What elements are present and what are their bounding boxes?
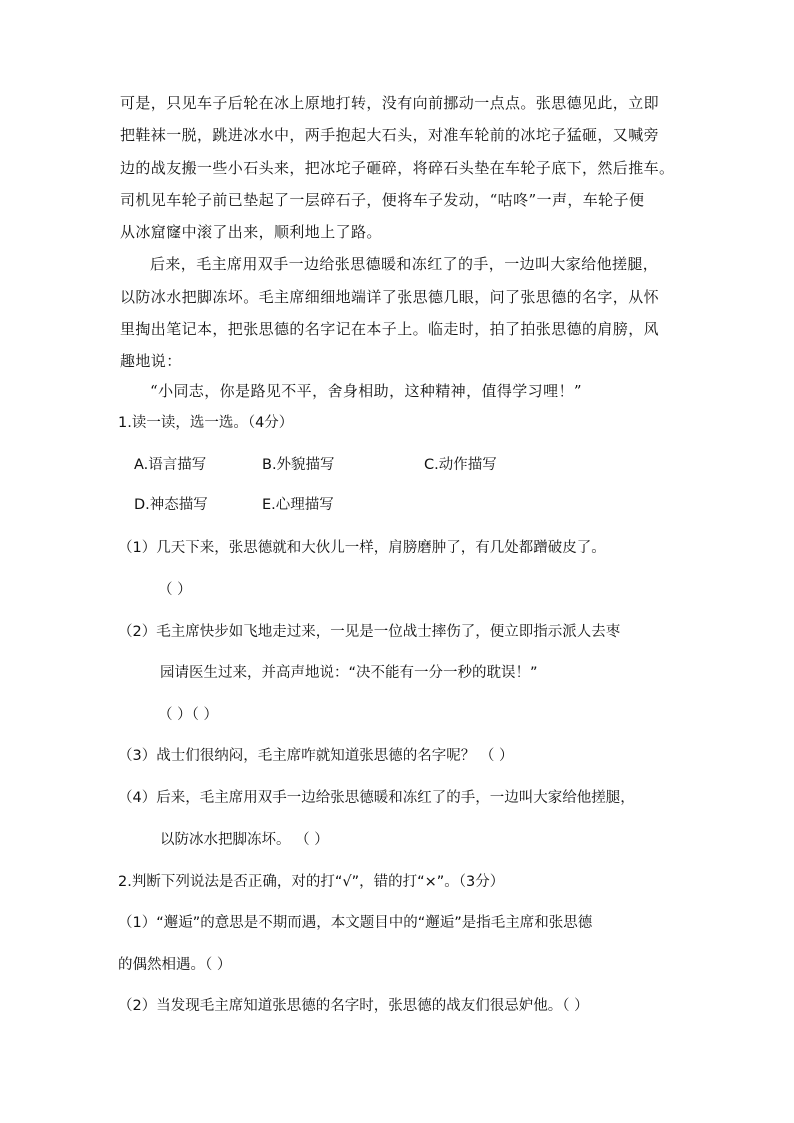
passage-line: 可是，只见车子后轮在冰上原地打转，没有向前挪动一点点。张思德见此，立即 [120, 94, 660, 112]
passage-line: 把鞋袜一脱，跳进冰水中，两手抱起大石头，对准车轮前的冰坨子猛砸，又喊旁 [120, 126, 660, 144]
passage-line: 从冰窟窿中滚了出来，顺利地上了路。 [120, 223, 382, 241]
passage-line: 以防冰水把脚冻坏。毛主席细细地端详了张思德几眼，问了张思德的名字，从怀 [120, 288, 660, 306]
question-item-continued: 以防冰水把脚冻坏。 （ ） [160, 832, 329, 848]
question-item: （2）毛主席快步如飞地走过来，一见是一位战士摔伤了，便立即指示派人去枣 [118, 624, 621, 640]
question-item-continued: 园请医生过来，并高声地说：“决不能有一分一秒的耽误！” [160, 665, 538, 681]
option-c: C.动作描写 [424, 457, 497, 473]
question-title: 2.判断下列说法是否正确，对的打“√”，错的打“×”。（3分） [118, 874, 505, 890]
option-b: B.外貌描写 [262, 457, 335, 473]
question-item: （3）战士们很纳闷，毛主席咋就知道张思德的名字呢？ （ ） [118, 748, 514, 764]
option-d: D.神态描写 [134, 497, 208, 513]
passage-quote: “小同志，你是路见不平，舍身相助，这种精神，值得学习哩！” [150, 382, 582, 400]
passage-line: 里掏出笔记本，把张思德的名字记在本子上。临走时，拍了拍张思德的肩膀，风 [120, 320, 660, 338]
option-e: E.心理描写 [262, 497, 334, 513]
passage-line: 边的战友搬一些小石头来，把冰坨子砸碎，将碎石头垫在车轮子底下，然后推车。 [120, 159, 675, 177]
question-item-continued: 的偶然相遇。（ ） [118, 957, 232, 973]
question-item: （2）当发现毛主席知道张思德的名字时，张思德的战友们很忌妒他。（ ） [118, 998, 589, 1014]
passage-line: 司机见车轮子前已垫起了一层碎石子，便将车子发动，“咕咚”一声，车轮子便 [120, 191, 645, 209]
question-item: （1）“邂逅”的意思是不期而遇，本文题目中的“邂逅”是指毛主席和张思德 [118, 915, 593, 931]
question-item: （4）后来，毛主席用双手一边给张思德暖和冻红了的手，一边叫大家给他搓腿， [118, 790, 635, 806]
answer-blank[interactable]: （ ） [158, 582, 192, 598]
question-item: （1）几天下来，张思德就和大伙儿一样，肩膀磨肿了，有几处都蹭破皮了。 [118, 540, 606, 556]
passage-line: 趣地说： [120, 352, 182, 370]
option-a: A.语言描写 [134, 457, 207, 473]
answer-blank[interactable]: （ ）（ ） [158, 707, 218, 723]
question-title: 1.读一读，选一选。（4分） [118, 415, 294, 431]
passage-line: 后来，毛主席用双手一边给张思德暖和冻红了的手，一边叫大家给他搓腿， [150, 255, 659, 273]
